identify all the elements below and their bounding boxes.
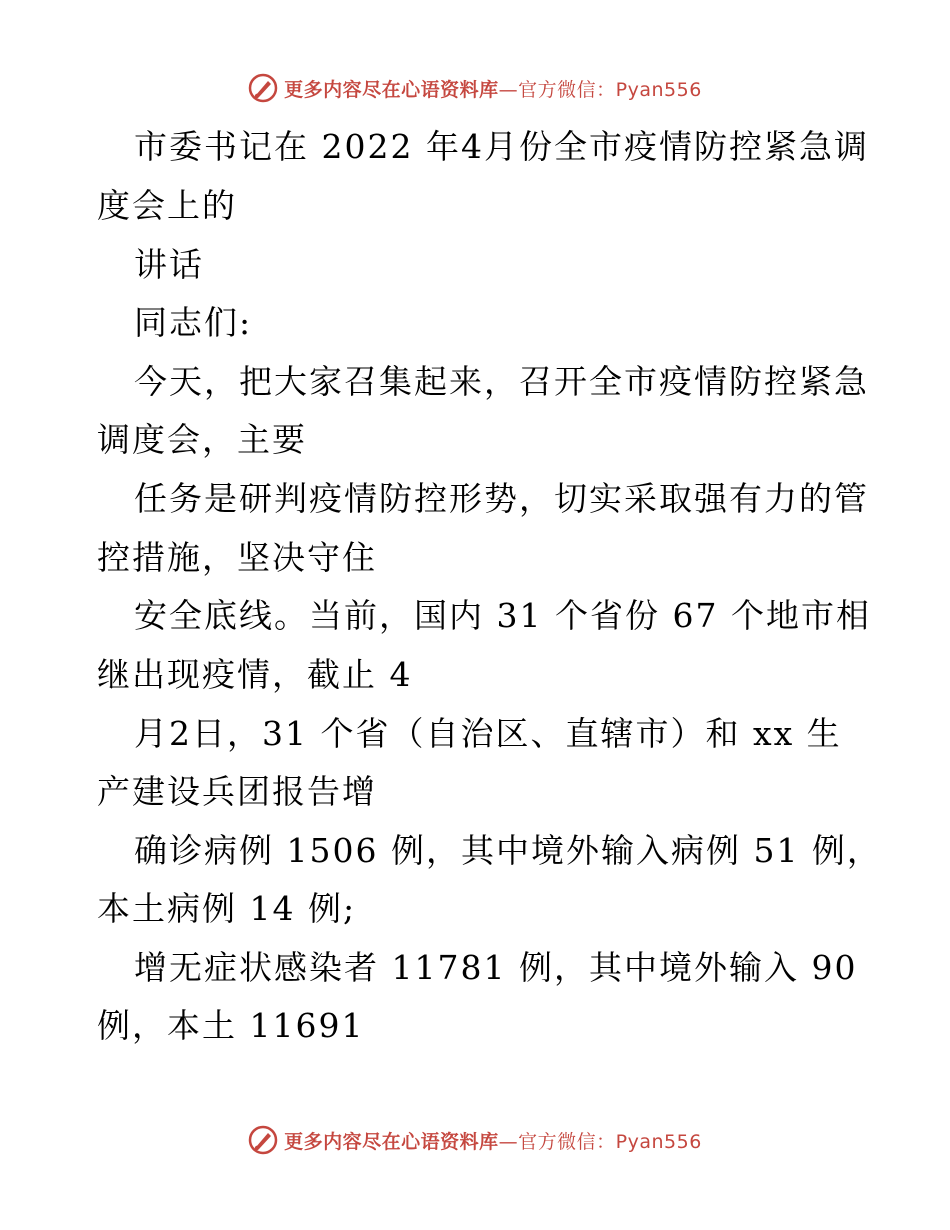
document-line: 产建设兵团报告增 — [97, 772, 377, 811]
watermark-dash: — — [498, 1130, 519, 1153]
document-line: 任务是研判疫情防控形势，切实采取强有力的管 — [134, 479, 869, 518]
document-line: 月2日，31 个省（自治区、直辖市）和 xx 生 — [134, 714, 842, 753]
watermark-site-text: 更多内容尽在心语资料库 — [284, 1130, 499, 1153]
document-line: 继出现疫情，截止 4 — [97, 655, 413, 694]
document-line: 同志们: — [134, 303, 253, 342]
document-line: 增无症状感染者 11781 例，其中境外输入 90 — [134, 948, 858, 987]
document-line: 安全底线。当前，国内 31 个省份 67 个地市相 — [134, 596, 871, 635]
watermark-site-text: 更多内容尽在心语资料库 — [284, 78, 499, 101]
footer-watermark — [0, 1120, 950, 1160]
watermark-dash: — — [498, 78, 519, 101]
watermark-wechat-text: 官方微信：Pyan556 — [518, 1130, 702, 1153]
document-line: 今天，把大家召集起来，召开全市疫情防控紧急 — [134, 362, 869, 401]
document-line: 度会上的 — [97, 186, 237, 225]
document-line: 控措施，坚决守住 — [97, 538, 377, 577]
watermark-wechat-text: 官方微信：Pyan556 — [518, 78, 702, 101]
quill-ink-logo-icon — [248, 1125, 278, 1155]
document-line: 确诊病例 1506 例，其中境外输入病例 51 例， — [134, 831, 882, 870]
document-line: 例，本土 11691 — [97, 1006, 365, 1045]
document-line: 讲话 — [134, 245, 204, 284]
document-line: 本土病例 14 例; — [97, 889, 357, 928]
document-line: 市委书记在 2022 年4月份全市疫情防控紧急调 — [134, 127, 869, 166]
watermark-text — [284, 1127, 702, 1154]
document-line: 调度会，主要 — [97, 420, 307, 459]
